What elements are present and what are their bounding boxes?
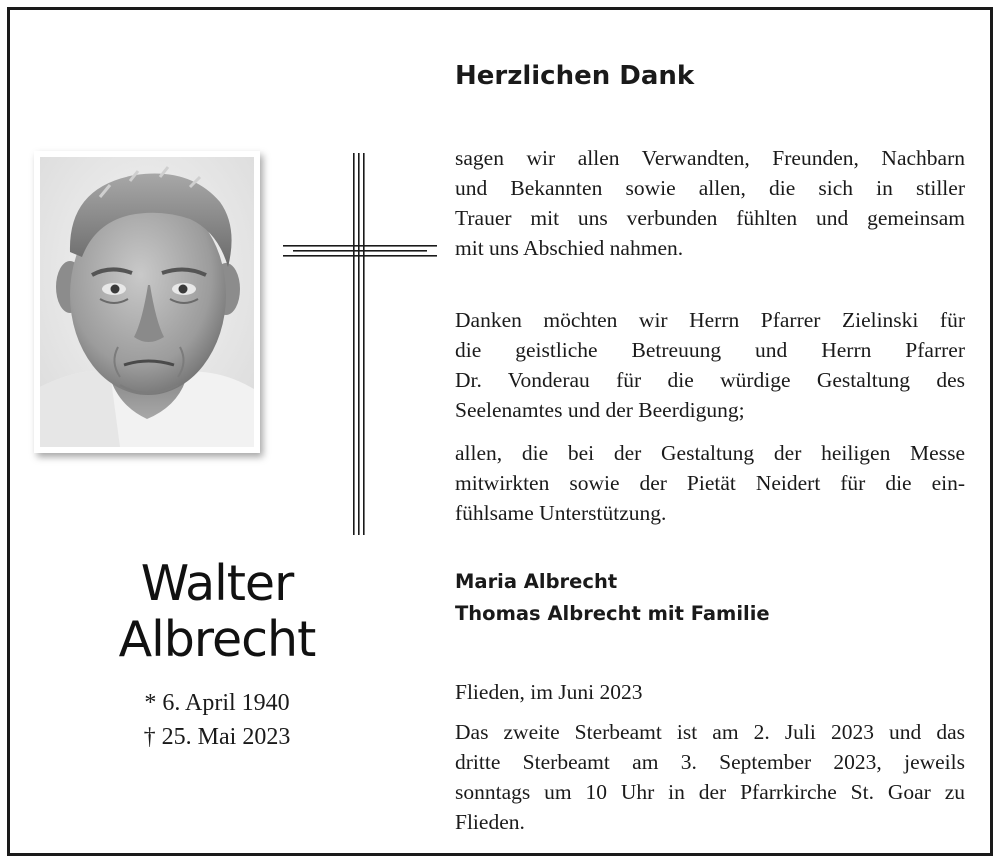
text-line: allen, die bei der Gestaltung der heiligen Messe (455, 441, 965, 465)
place-date (455, 677, 965, 707)
text-line: Danken möchten wir Herrn Pfarrer Zielinski für (455, 308, 965, 332)
thanks-paragraph-3 (455, 438, 965, 528)
signers (455, 566, 770, 630)
text-line: die geistliche Betreuung und Herrn Pfarrer (455, 338, 965, 362)
text-line: Dr. Vonderau für die würdige Gestaltung des (455, 368, 965, 392)
life-dates (60, 686, 374, 754)
page-title: Herzlichen Dank (455, 61, 695, 91)
birth-date: * 6. April 1940 (144, 690, 290, 716)
signer-name: Maria Albrecht (455, 570, 618, 593)
deceased-first-name: Walter (140, 555, 294, 612)
portrait-image (40, 157, 254, 447)
text-line: mit uns Abschied nahmen. (455, 236, 684, 260)
thanks-paragraph-1 (455, 143, 965, 263)
text-line: sagen wir allen Verwandten, Freunden, Nachbarn (455, 146, 965, 170)
text-line: Das zweite Sterbeamt ist am 2. Juli 2023 und das (455, 720, 965, 744)
cross-icon (283, 153, 437, 535)
text-line: Flieden. (455, 810, 525, 834)
deceased-last-name: Albrecht (118, 611, 316, 668)
portrait-photo (34, 151, 260, 453)
text-line: mitwirkten sowie der Pietät Neidert für die ein- (455, 471, 965, 495)
service-notice (455, 717, 965, 837)
text-line: und Bekannten sowie allen, die sich in stiller (455, 176, 965, 200)
death-date: † 25. Mai 2023 (143, 724, 291, 750)
signer-name: Thomas Albrecht mit Familie (455, 602, 770, 625)
place-date-text: Flieden, im Juni 2023 (455, 680, 643, 704)
text-line: fühlsame Unterstützung. (455, 501, 667, 525)
text-line: Seelenamtes und der Beerdigung; (455, 398, 745, 422)
text-line: Trauer mit uns verbunden fühlten und gemeinsam (455, 206, 965, 230)
deceased-name (60, 556, 374, 668)
thanks-paragraph-2 (455, 305, 965, 425)
text-line: sonntags um 10 Uhr in der Pfarrkirche St. Goar zu (455, 780, 965, 804)
text-line: dritte Sterbeamt am 3. September 2023, jeweils (455, 750, 965, 774)
